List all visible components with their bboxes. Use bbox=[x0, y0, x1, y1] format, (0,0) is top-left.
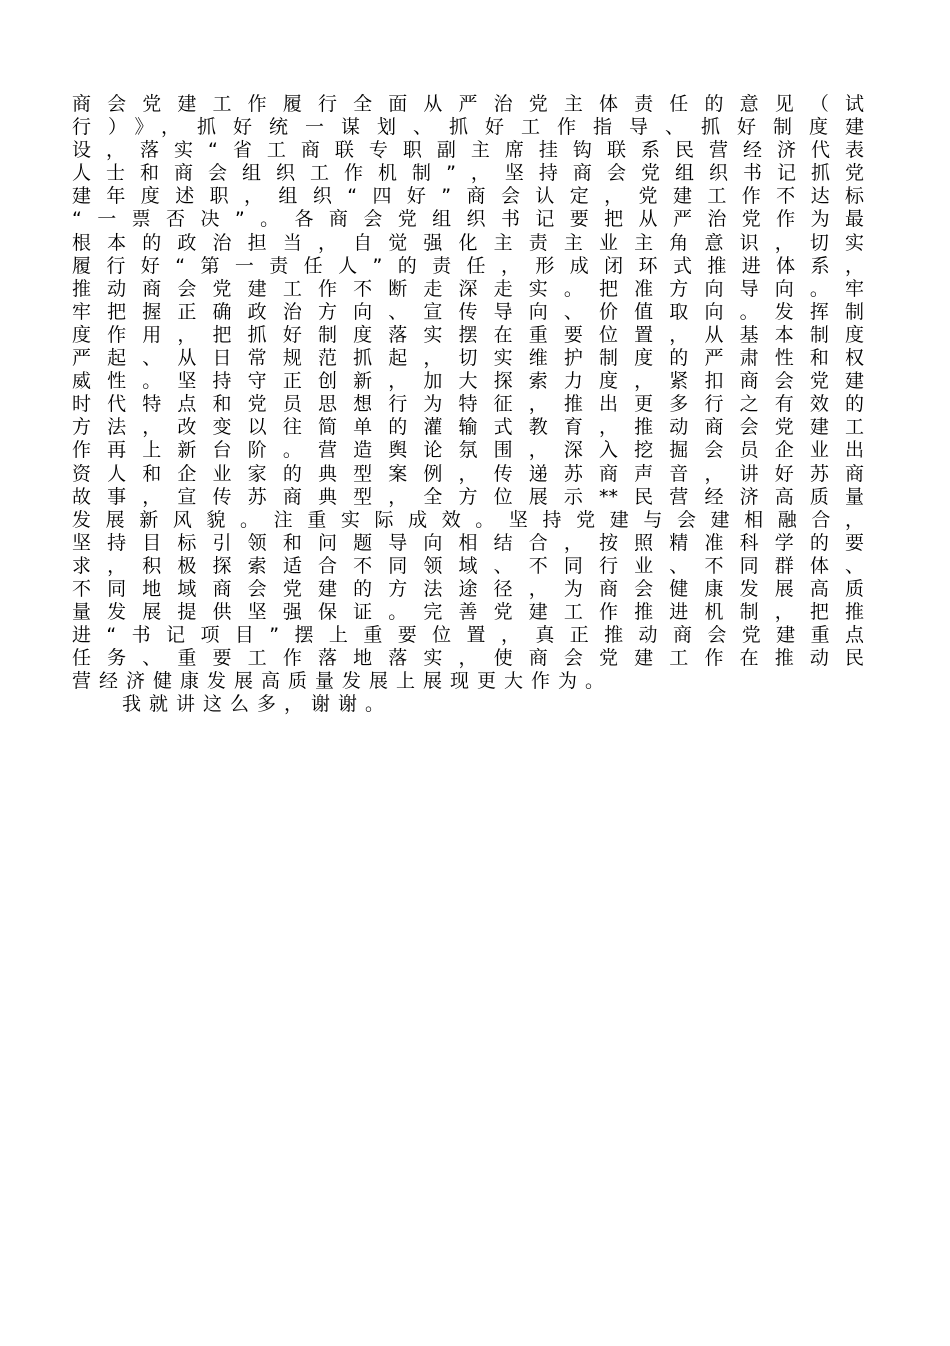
body-text bbox=[72, 93, 864, 717]
text-line: 作再上新台阶。营造舆论氛围，深入挖掘会员企业出 bbox=[72, 439, 864, 462]
text-line: 时代特点和党员思想行为特征，推出更多行之有效的 bbox=[72, 393, 864, 416]
text-line: 商会党建工作履行全面从严治党主体责任的意见（试 bbox=[72, 93, 864, 115]
text-line: 资人和企业家的典型案例，传递苏商声音，讲好苏商 bbox=[72, 462, 864, 485]
closing-remark: 我就讲这么多，谢谢。 bbox=[122, 693, 393, 716]
text-line: 量发展提供坚强保证。完善党建工作推进机制，把推 bbox=[72, 601, 864, 624]
text-line: 人士和商会组织工作机制”，坚持商会党组织书记抓党 bbox=[72, 162, 864, 185]
text-line: 方法，改变以往简单的灌输式教育，推动商会党建工 bbox=[72, 416, 864, 439]
text-line: “一票否决”。各商会党组织书记要把从严治党作为最 bbox=[72, 208, 864, 231]
text-line: 营经济健康发展高质量发展上展现更大作为。 bbox=[72, 670, 613, 693]
text-line: 履行好“第一责任人”的责任，形成闭环式推进体系， bbox=[72, 254, 864, 277]
text-line: 牢把握正确政治方向、宣传导向、价值取向。发挥制 bbox=[72, 300, 864, 323]
text-line: 坚持目标引领和问题导向相结合，按照精准科学的要 bbox=[72, 531, 864, 554]
text-line: 进“书记项目”摆上重要位置，真正推动商会党建重点 bbox=[72, 624, 864, 647]
text-line: 度作用，把抓好制度落实摆在重要位置，从基本制度 bbox=[72, 323, 864, 346]
text-line: 故事，宣传苏商典型，全方位展示**民营经济高质量 bbox=[72, 485, 864, 508]
text-line: 任务、重要工作落地落实，使商会党建工作在推动民 bbox=[72, 647, 864, 670]
text-line: 行）》，抓好统一谋划、抓好工作指导、抓好制度建 bbox=[72, 116, 864, 139]
text-line: 建年度述职，组织“四好”商会认定，党建工作不达标 bbox=[72, 185, 864, 208]
text-line: 根本的政治担当，自觉强化主责主业主角意识，切实 bbox=[72, 231, 864, 254]
text-line: 发展新风貌。注重实际成效。坚持党建与会建相融合， bbox=[72, 508, 864, 531]
text-line: 求，积极探索适合不同领域、不同行业、不同群体、 bbox=[72, 554, 864, 577]
text-line: 设，落实“省工商联专职副主席挂钩联系民营经济代表 bbox=[72, 139, 864, 162]
text-line: 严起、从日常规范抓起，切实维护制度的严肃性和权 bbox=[72, 347, 864, 370]
text-line: 威性。坚持守正创新，加大探索力度，紧扣商会党建 bbox=[72, 370, 864, 393]
text-line: 推动商会党建工作不断走深走实。把准方向导向。牢 bbox=[72, 277, 864, 300]
text-line: 不同地域商会党建的方法途径，为商会健康发展高质 bbox=[72, 577, 864, 600]
